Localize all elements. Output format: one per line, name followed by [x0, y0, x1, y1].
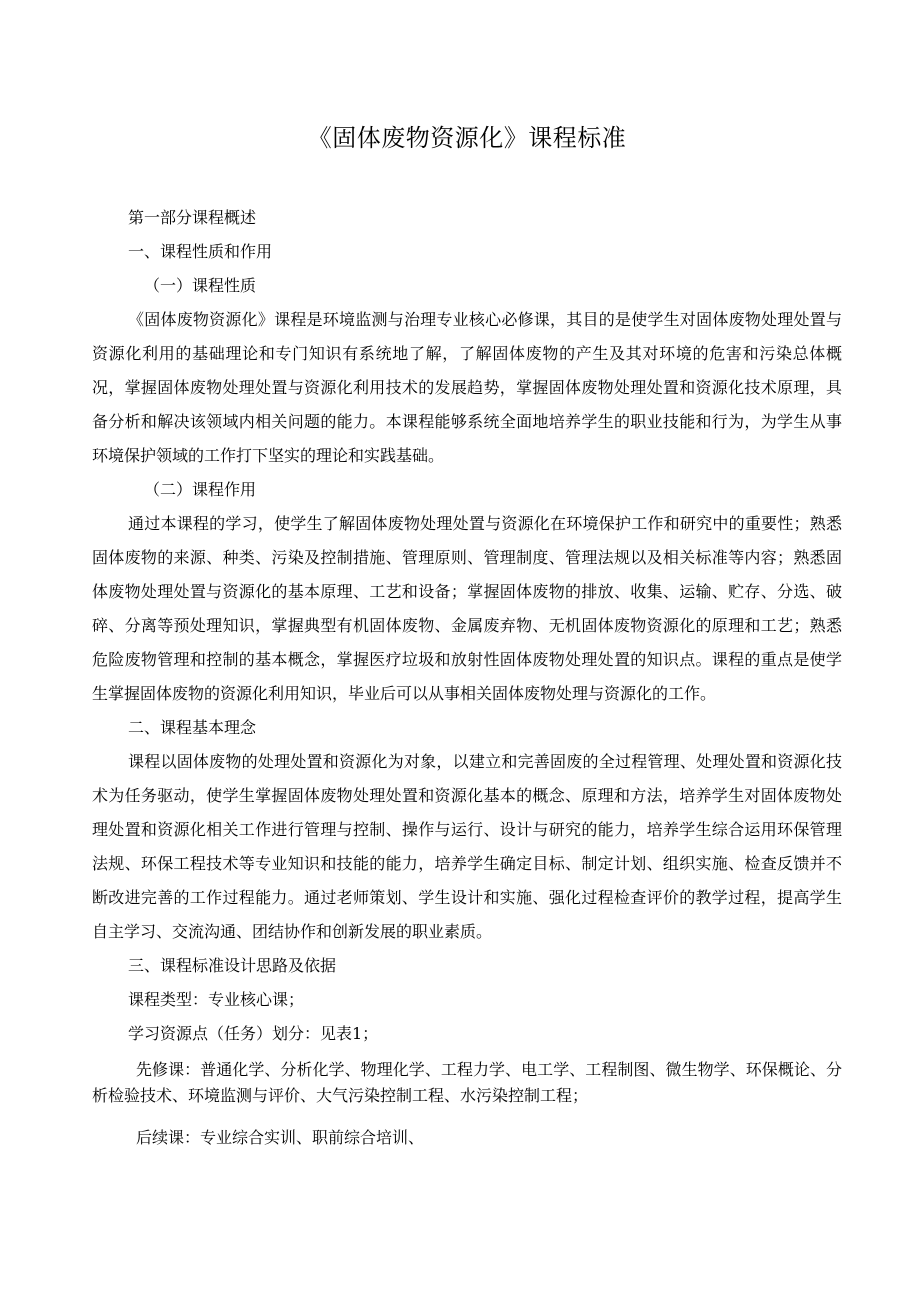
section-heading-3: 三、课程标准设计思路及依据 — [128, 956, 337, 975]
section-heading-2: 二、课程基本理念 — [128, 718, 257, 737]
section-heading-1: 一、课程性质和作用 — [128, 242, 273, 261]
course-type-line: 课程类型：专业核心课； — [128, 990, 305, 1009]
part-heading: 第一部分课程概述 — [128, 208, 257, 227]
resources-line: 学习资源点（任务）划分：见表1； — [128, 1024, 379, 1043]
subsection-heading-1: （一）课程性质 — [144, 276, 257, 295]
document-title: 《固体废物资源化》课程标准 — [307, 124, 627, 152]
follow-up-courses: 后续课：专业综合实训、职前综合培训、 — [136, 1128, 425, 1147]
paragraph-course-role: 通过本课程的学习，使学生了解固体废物处理处置与资源化在环境保护工作和研究中的重要性；熟悉固体废物的来源、种类、污染及控制措施、管理原则、管理制度、管理法规以及相关标准等内容；熟悉固体废物处理处置与资源化的基本原理、工艺和设备；掌握固体废物的排放、收集、运输、贮存、分选、破碎、分离等预处理知识，掌握典型有机固体废物、金属废弃物、无机固体废物资源化的原理和工艺；熟悉危险废物管理和控制的基本概念，掌握医疗垃圾和放射性固体废物处理处置的知识点。课程的重点是使学生掌握固体废物的资源化利用知识，毕业后可以从事相关固体废物处理与资源化的工作。 — [92, 514, 842, 703]
prerequisite-courses: 先修课：普通化学、分析化学、物理化学、工程力学、电工学、工程制图、微生物学、环保概论、分析检验技术、环境监测与评价、大气污染控制工程、水污染控制工程； — [92, 1060, 842, 1105]
paragraph-course-nature: 《固体废物资源化》课程是环境监测与治理专业核心必修课，其目的是使学生对固体废物处理处置与资源化利用的基础理论和专门知识有系统地了解，了解固体废物的产生及其对环境的危害和污染总体概况，掌握固体废物处理处置与资源化利用技术的发展趋势，掌握固体废物处理处置和资源化技术原理，具备分析和解决该领域内相关问题的能力。本课程能够系统全面地培养学生的职业技能和行为，为学生从事环境保护领域的工作打下坚实的理论和实践基础。 — [92, 310, 842, 465]
paragraph-course-philosophy: 课程以固体废物的处理处置和资源化为对象，以建立和完善固废的全过程管理、处理处置和资源化技术为任务驱动，使学生掌握固体废物处理处置和资源化基本的概念、原理和方法，培养学生对固体废物处理处置和资源化相关工作进行管理与控制、操作与运行、设计与研究的能力，培养学生综合运用环保管理法规、环保工程技术等专业知识和技能的能力，培养学生确定目标、制定计划、组织实施、检查反馈并不断改进完善的工作过程能力。通过老师策划、学生设计和实施、强化过程检查评价的教学过程，提高学生自主学习、交流沟通、团结协作和创新发展的职业素质。 — [92, 752, 842, 941]
subsection-heading-2: （二）课程作用 — [144, 480, 257, 499]
